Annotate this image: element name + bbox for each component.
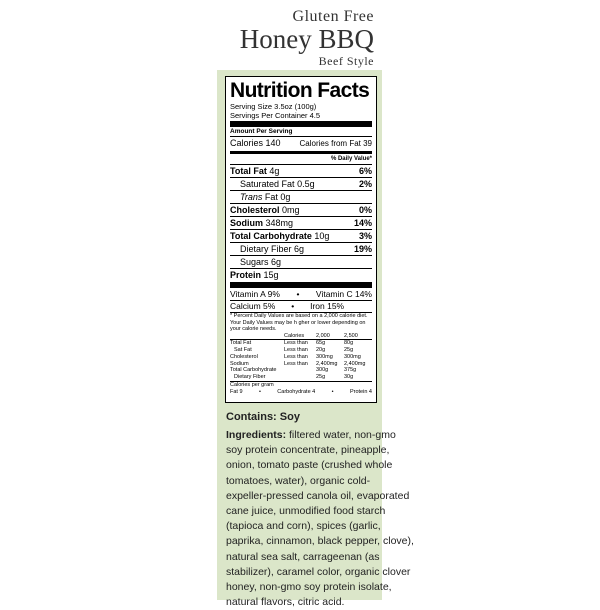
- nutrient-name: Total Fat: [230, 166, 267, 176]
- ingredients-label: Ingredients:: [226, 429, 287, 441]
- nutrient-amount: 0.5g: [297, 179, 315, 189]
- dv-cell: 25g: [316, 374, 326, 381]
- calories-row: [230, 137, 372, 150]
- ingredients-line: [226, 428, 396, 443]
- ingredients: [226, 428, 414, 610]
- ingredients-line: cane juice, unmodified food starch: [226, 505, 386, 518]
- separator-dot: •: [331, 388, 334, 395]
- dv-cell: Sat Fat: [234, 347, 252, 354]
- calories-from-fat: Calories from Fat 39: [299, 139, 372, 148]
- nutrient-amount: 0mg: [282, 205, 300, 215]
- vitamin-left: Calcium 5%: [230, 301, 276, 311]
- divider-mid: [230, 151, 372, 154]
- product-title: Honey BBQ: [239, 24, 374, 54]
- dv-cell: Total Carbohydrate: [230, 367, 277, 374]
- nutrient-dv: 0%: [358, 205, 372, 215]
- cpg-carb: Carbohydrate 4: [277, 388, 316, 395]
- dv-cell: 2,400mg: [316, 360, 338, 367]
- vitamin-row: [230, 289, 372, 300]
- calories-per-gram-row: [230, 389, 372, 396]
- nutrient-dv: 3%: [358, 231, 372, 241]
- nutrient-name: Fat: [264, 192, 278, 202]
- nutrient-dv: 19%: [353, 244, 372, 254]
- nutrient-name: Dietary Fiber: [240, 244, 292, 254]
- product-subtitle-top: Gluten Free: [292, 8, 374, 25]
- dv-cell: 80g: [344, 340, 354, 347]
- ingredients-line: stabilizer), caramel color, organic clover: [226, 565, 411, 578]
- nutrient-name-italic: Trans: [240, 192, 263, 202]
- ingredients-line: expeller-pressed canola oil, evaporated: [226, 489, 410, 502]
- nutrient-row: [230, 243, 372, 255]
- vitamin-row: [230, 301, 372, 312]
- divider-thick: [230, 121, 372, 127]
- serving-size: Serving Size 3.5oz (100g): [230, 102, 317, 111]
- nutrient-row: [230, 191, 372, 203]
- nutrient-row: [230, 204, 372, 216]
- dv-cell: 300mg: [316, 353, 333, 360]
- dv-cell: Total Fat: [230, 340, 252, 347]
- nutrient-name: Total Carbohydrate: [230, 231, 312, 241]
- nutrient-name: Cholesterol: [230, 205, 280, 215]
- servings-per-container: Servings Per Container 4.5: [230, 111, 321, 120]
- dv-table-row: [230, 374, 372, 381]
- nutrient-amount: 4g: [269, 166, 280, 176]
- dv-cell: Less than: [284, 353, 308, 360]
- nutrient-name: Sugars: [240, 257, 269, 267]
- daily-value-header-text: % Daily Value*: [330, 156, 372, 162]
- separator-dot: •: [258, 388, 261, 395]
- nutrient-row: [230, 230, 372, 242]
- dv-table-row: [230, 361, 372, 368]
- dv-cell: Calories: [284, 332, 305, 339]
- nutrient-row: [230, 217, 372, 229]
- ingredients-line: natural sea salt, carrageenan (as: [226, 550, 380, 563]
- dv-table-row: [230, 340, 372, 347]
- dv-cell: 300g: [316, 367, 329, 374]
- nutrient-row: [230, 269, 372, 281]
- nutrient-amount: 6g: [271, 257, 282, 267]
- dv-table-row: [230, 347, 372, 354]
- dv-table-header: [230, 333, 372, 340]
- dv-cell: [230, 333, 284, 340]
- cpg-protein: Protein 4: [349, 388, 372, 395]
- separator-dot: •: [291, 301, 295, 311]
- dv-cell: [284, 374, 316, 381]
- dv-cell: 2,400mg: [344, 360, 366, 367]
- nutrient-name: Saturated Fat: [240, 179, 295, 189]
- nutrient-amount: 6g: [294, 244, 305, 254]
- dv-table-row: [230, 354, 372, 361]
- dv-cell: Sodium: [230, 360, 249, 367]
- amount-per-serving: Amount Per Serving: [230, 128, 293, 135]
- nutrient-name: Sodium: [230, 218, 263, 228]
- nutrient-row: [230, 178, 372, 190]
- daily-value-header: [230, 155, 372, 164]
- dv-cell: Less than: [284, 347, 308, 354]
- dv-cell: 20g: [316, 347, 326, 354]
- nutrient-amount: 348mg: [265, 218, 294, 228]
- dv-cell: [284, 367, 316, 374]
- daily-value-footnote: * Percent Daily Values are based on a 2,000 calorie diet. Your Daily Values may be h gher or lower depending on your calorie needs.: [230, 313, 368, 332]
- nutrient-row: [230, 256, 372, 268]
- dv-cell: 375g: [344, 367, 357, 374]
- product-subtitle-bottom: Beef Style: [318, 54, 374, 68]
- ingredients-line: natural flavors, citric acid.: [226, 596, 345, 609]
- dv-cell: 65g: [316, 340, 326, 347]
- divider-thick: [230, 282, 372, 288]
- nutrition-facts-title: Nutrition Facts: [230, 79, 370, 102]
- dv-cell: 25g: [344, 347, 354, 354]
- ingredients-line: soy protein concentrate, pineapple,: [226, 444, 390, 457]
- nutrient-amount: 10g: [314, 231, 330, 241]
- separator-dot: •: [296, 289, 300, 299]
- vitamin-right: Iron 15%: [310, 301, 345, 311]
- ingredients-line: (tapioca and corn), spices (garlic,: [226, 520, 381, 533]
- ingredients-line: onion, tomato paste (crushed whole: [226, 459, 393, 472]
- calories: Calories 140: [230, 138, 281, 148]
- nutrient-name: Protein: [230, 270, 262, 280]
- nutrient-dv: 6%: [358, 166, 372, 176]
- vitamin-left: Vitamin A 9%: [230, 289, 280, 299]
- nutrient-row: [230, 165, 372, 177]
- nutrient-amount: 0g: [280, 192, 291, 202]
- dv-cell: 30g: [344, 374, 354, 381]
- dv-cell: 2,500: [344, 332, 358, 339]
- allergen-statement: Contains: Soy: [226, 411, 300, 423]
- product-header: [217, 0, 382, 70]
- dv-table-row: [230, 367, 372, 374]
- dv-cell: 2,000: [316, 332, 330, 339]
- ingredients-text: filtered water, non-gmo: [286, 429, 396, 441]
- nutrition-facts-label: [225, 76, 377, 403]
- ingredients-line: honey, non-gmo soy protein isolate,: [226, 581, 392, 594]
- vitamin-right: Vitamin C 14%: [315, 289, 372, 299]
- cpg-fat: Fat 9: [230, 388, 243, 395]
- nutrient-dv: 2%: [358, 179, 372, 189]
- ingredients-line: paprika, cinnamon, black pepper, clove),: [226, 535, 414, 548]
- dv-cell: Dietary Fiber: [234, 374, 266, 381]
- ingredients-line: tomatoes, water), organic cold-: [226, 474, 371, 487]
- dv-cell: 300mg: [344, 353, 361, 360]
- dv-cell: Less than: [284, 360, 308, 367]
- calories-per-gram-label: Calories per gram: [230, 382, 274, 389]
- nutrient-dv: 14%: [353, 218, 372, 228]
- nutrient-amount: 15g: [263, 270, 279, 280]
- dv-cell: Less than: [284, 340, 308, 347]
- dv-cell: Cholesterol: [230, 353, 258, 360]
